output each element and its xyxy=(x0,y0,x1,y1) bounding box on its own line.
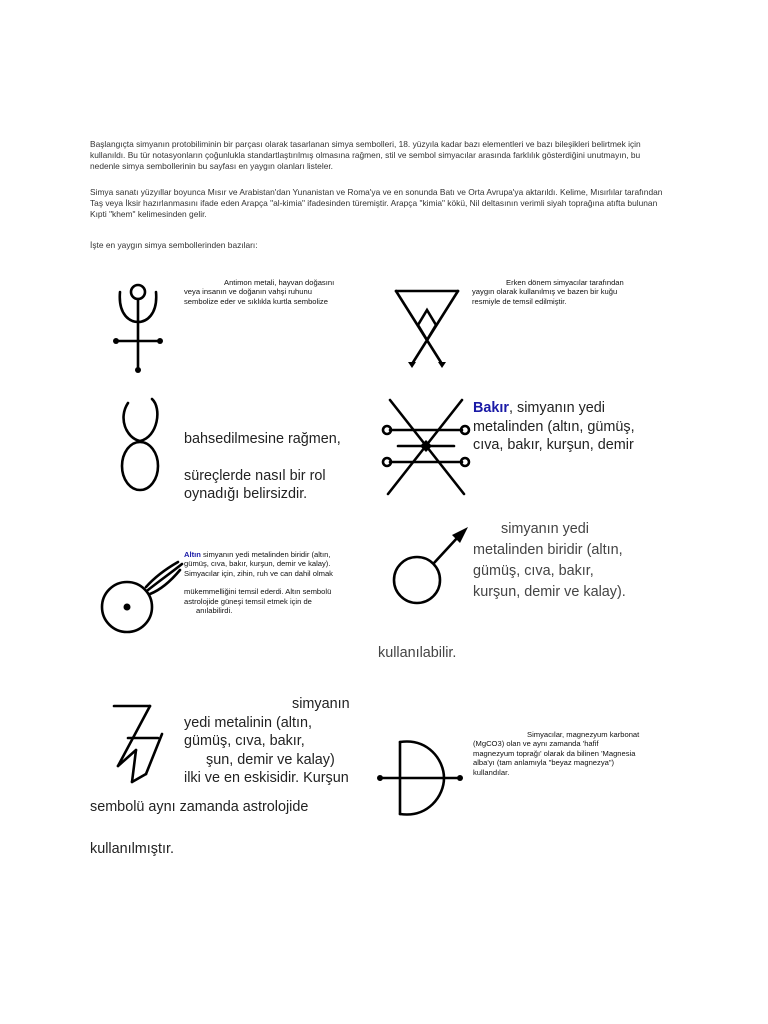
iron-line-1: simyanın yedi xyxy=(501,521,589,537)
intro-paragraph-2: Simya sanatı yüzyıllar boyunca Mısır ve Arabistan'dan Yunanistan ve Roma'ya ve en sonunda Batı ve Orta Avrupa'ya aktarıldı. Kelime, Mısırlılar tarafından Taş veya İksir hazırlanmasını ifade eden Arapça "al-kimia" ifadesinden türemiştir. Arapça "kimia" kökü, Nil deltasının verimli siyah toprağına atıfta bulunan Kıpti "khem" kelimesinden gelir. xyxy=(90,187,663,219)
lead-line-4: şun, demir ve kalay) xyxy=(206,751,335,768)
gold-line-6: anılabilirdi. xyxy=(196,606,233,616)
gold-line-1: simyanın yedi metalinden biridir (altın, xyxy=(200,550,331,559)
lead-line-6: sembolü aynı zamanda astrolojide xyxy=(90,799,309,815)
magnesium-line-1: Simyacılar, magnezyum karbonat xyxy=(527,730,640,739)
gold-line-3: Simyacılar için, zihin, ruh ve can dahil olmak xyxy=(184,568,333,578)
copper-line-2: metalinden (altın, gümüş, xyxy=(473,418,635,435)
iron-symbol-icon xyxy=(392,525,472,607)
antimony-symbol-icon xyxy=(108,280,168,375)
lead-line-1: simyanın xyxy=(292,696,350,712)
bismuth-line-3: oynadığı belirsizdir. xyxy=(184,486,308,502)
antimony-line-2: veya insanın ve doğanın vahşi ruhunu xyxy=(184,287,312,297)
arsenic-text xyxy=(472,278,672,306)
magnesium-symbol-icon xyxy=(378,738,466,818)
gold-line-4: mükemmelliğini temsil ederdi. Altın sembolü xyxy=(184,587,332,597)
arsenic-line-2: yaygın olarak kullanılmış ve bazen bir kuğu xyxy=(472,287,618,297)
magnesium-line-5: kullandılar. xyxy=(473,767,510,777)
intro-paragraph-1: Başlangıçta simyanın protobiliminin bir parçası olarak tasarlanan simya sembolleri, 18. yüzyıla kadar bazı elementleri ve bazı bileşikleri belirtmek için kullanıldı. Bu tür notasyonların çoğunlukla standartlaştırılmış olmasına rağmen, stil ve sembol simyacılar arasında farklılık gösterdiğini unutmayın, bu nedenle simya sembollerinin bu sayfası en yaygın olanları listeler. xyxy=(90,139,641,171)
gold-link[interactable]: Altın xyxy=(184,550,201,559)
antimony-text xyxy=(184,278,384,306)
copper-line-1: , simyanın yedi xyxy=(509,400,605,416)
antimony-line-1: Antimon metali, hayvan doğasını xyxy=(224,278,335,287)
iron-line-5: kullanılabilir. xyxy=(378,645,457,661)
lead-symbol-icon xyxy=(110,704,166,786)
magnesium-text xyxy=(473,730,663,777)
gold-symbol-icon xyxy=(100,560,184,636)
gold-text xyxy=(184,550,364,615)
lead-line-7: kullanılmıştır. xyxy=(90,841,174,857)
lead-line-3: gümüş, cıva, bakır, xyxy=(184,733,305,749)
copper-line-3: cıva, bakır, kurşun, demir xyxy=(473,437,634,453)
lead-line-5: ilki ve en eskisidir. Kurşun xyxy=(184,770,349,786)
bismuth-line-1: bahsedilmesine rağmen, xyxy=(184,431,341,447)
lead-text xyxy=(184,695,384,788)
iron-line-4: kurşun, demir ve kalay). xyxy=(473,584,626,600)
bismuth-symbol-icon xyxy=(118,393,162,493)
magnesium-line-2: (MgCO3) olan ve aynı zamanda 'hafif xyxy=(473,739,599,749)
intro-paragraph-3: İşte en yaygın simya sembollerinden bazıları: xyxy=(90,240,258,250)
copper-text xyxy=(473,399,663,455)
arsenic-line-1: Erken dönem simyacılar tarafından xyxy=(506,278,624,287)
bismuth-text xyxy=(184,430,384,504)
iron-line-3: gümüş, cıva, bakır, xyxy=(473,563,594,579)
iron-line-2: metalinden biridir (altın, xyxy=(473,542,623,558)
copper-link[interactable]: Bakır xyxy=(473,400,509,416)
bismuth-line-2: süreçlerde nasıl bir rol xyxy=(184,467,326,484)
copper-symbol-icon xyxy=(380,398,472,498)
gold-line-2: gümüş, cıva, bakır, kurşun, demir ve kalay). xyxy=(184,559,331,569)
iron-text xyxy=(473,519,673,603)
arsenic-line-3: resmiyle de temsil edilmiştir. xyxy=(472,296,567,306)
antimony-line-3: sembolize eder ve sıklıkla kurtla sembolize xyxy=(184,296,328,306)
lead-line-2: yedi metalinin (altın, xyxy=(184,714,312,731)
arsenic-symbol-icon xyxy=(394,288,460,368)
magnesium-line-3: magnezyum toprağı' olarak da bilinen 'Magnesia xyxy=(473,748,636,758)
gold-line-5: astrolojide güneşi temsil etmek için de xyxy=(184,596,312,606)
magnesium-line-4: alba'yı (tam anlamıyla "beyaz magnezya") xyxy=(473,758,615,768)
